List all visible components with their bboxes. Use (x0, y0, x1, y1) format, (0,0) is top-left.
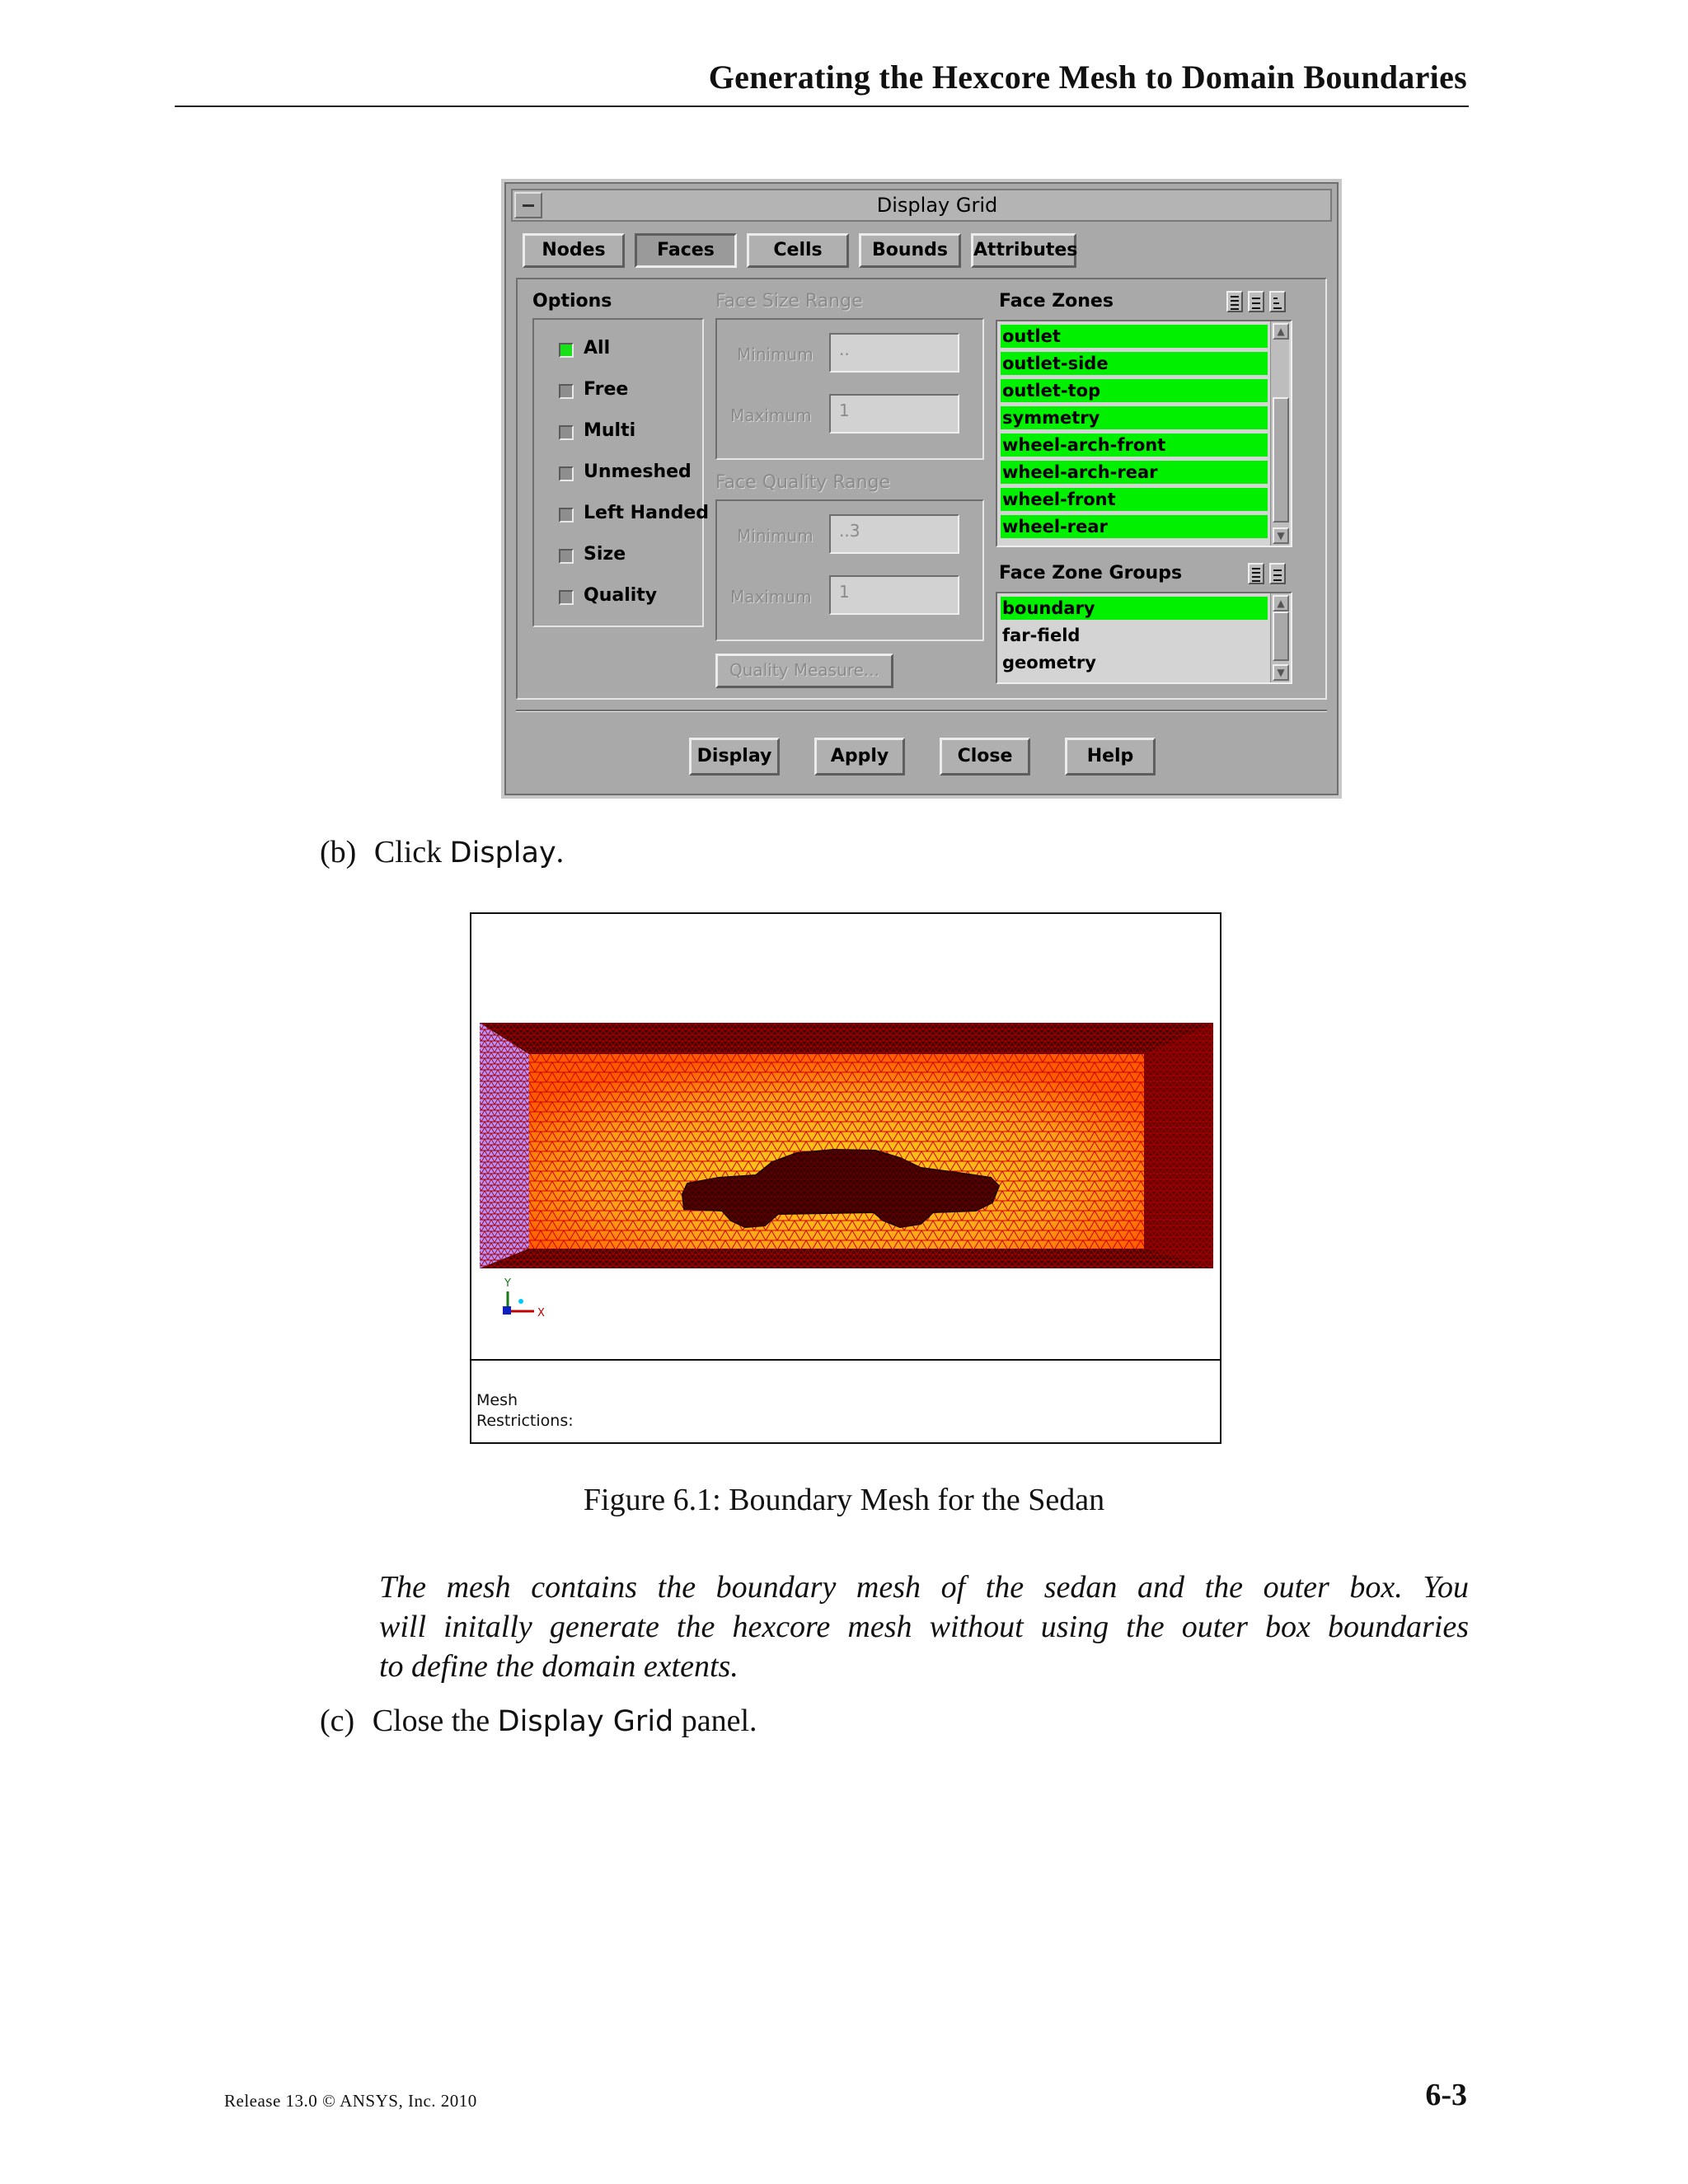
scroll-up-icon[interactable]: ▲ (1273, 595, 1289, 612)
step-c-marker: (c) (320, 1704, 355, 1738)
figure-divider (471, 1359, 1220, 1361)
tab-attributes[interactable]: Attributes (971, 233, 1076, 268)
outlet-face-mesh (1144, 1023, 1213, 1268)
face-zone-group-item[interactable]: geometry (1002, 653, 1096, 673)
face-zone-item[interactable]: wheel-arch-front (1001, 434, 1268, 457)
face-zone-groups-list (996, 592, 1292, 684)
checkbox-icon[interactable] (559, 425, 574, 440)
axis-y-label: Y (504, 1277, 511, 1290)
face-size-max-label: Maximum (730, 405, 812, 425)
step-c-text: Close the (372, 1704, 498, 1738)
checkbox-icon[interactable] (559, 549, 574, 564)
face-quality-range-group (715, 499, 984, 641)
scroll-thumb[interactable] (1273, 612, 1289, 661)
step-b-ui-term: Display (449, 837, 556, 869)
header-rule (175, 105, 1469, 107)
face-zone-item[interactable]: outlet-side (1001, 352, 1268, 375)
mesh-figure (470, 912, 1221, 1444)
help-button[interactable]: Help (1065, 738, 1156, 776)
top-face-mesh (480, 1023, 1213, 1054)
figure-info-line2: Restrictions: (476, 1412, 574, 1430)
options-group: All Free Multi Unmeshed Left Handed Size Quality (532, 318, 704, 627)
face-zone-item[interactable]: wheel-rear (1001, 515, 1268, 538)
close-button[interactable]: Close (940, 738, 1030, 776)
options-label: Options (532, 291, 612, 312)
scroll-up-icon[interactable]: ▲ (1273, 323, 1289, 340)
face-quality-min-field[interactable]: ..3 (829, 514, 959, 554)
step-c (320, 1701, 757, 1741)
page-number: 6-3 (1425, 2078, 1467, 2112)
dialog-titlebar (511, 189, 1332, 222)
note-line-1: The mesh contains the boundary mesh of the sedan and the outer box. You (379, 1570, 1469, 1605)
face-zone-item[interactable]: outlet-top (1001, 379, 1268, 402)
inlet-face-mesh (480, 1023, 529, 1268)
apply-button[interactable]: Apply (814, 738, 905, 776)
tab-nodes[interactable]: Nodes (523, 233, 625, 268)
dialog-title: Display Grid (876, 194, 998, 217)
dialog-separator (516, 710, 1327, 712)
scroll-down-icon[interactable]: ▼ (1273, 664, 1289, 681)
scroll-thumb[interactable] (1273, 397, 1289, 523)
face-quality-min-label: Minimum (737, 526, 814, 546)
step-b-text-end: . (556, 835, 565, 869)
face-quality-max-field[interactable]: 1 (829, 575, 959, 615)
match-icon[interactable] (1269, 291, 1286, 312)
face-size-min-field[interactable]: .. (829, 333, 959, 373)
step-b-text: Click (373, 835, 450, 869)
note-line-3: to define the domain extents. (379, 1649, 738, 1684)
face-zone-item[interactable]: wheel-arch-rear (1001, 461, 1268, 484)
step-c-text-end: panel. (673, 1704, 757, 1738)
scroll-down-icon[interactable]: ▼ (1273, 527, 1289, 544)
face-size-max-field[interactable]: 1 (829, 394, 959, 434)
select-all-icon[interactable] (1248, 563, 1264, 584)
face-size-range-label: Face Size Range (715, 291, 863, 312)
checkbox-icon[interactable] (559, 466, 574, 481)
figure-info-line1: Mesh (476, 1391, 518, 1409)
face-size-min-label: Minimum (737, 344, 814, 364)
bottom-face-mesh (480, 1249, 1213, 1268)
face-quality-range-label: Face Quality Range (715, 472, 891, 493)
select-all-icon[interactable] (1226, 291, 1243, 312)
face-zone-groups-scrollbar[interactable] (1270, 593, 1289, 682)
deselect-all-icon[interactable] (1269, 563, 1286, 584)
face-zones-scrollbar[interactable] (1270, 321, 1289, 546)
face-zone-group-item[interactable]: far-field (1002, 626, 1081, 645)
display-button[interactable]: Display (689, 738, 780, 776)
checkbox-icon[interactable] (559, 384, 574, 399)
page-header-title: Generating the Hexcore Mesh to Domain Boundaries (708, 59, 1467, 96)
checkbox-icon[interactable] (559, 590, 574, 605)
step-b-marker: (b) (320, 835, 357, 869)
face-zones-label: Face Zones (999, 291, 1114, 312)
face-zones-list (996, 320, 1292, 547)
face-zone-group-item[interactable]: boundary (1001, 597, 1268, 620)
checkbox-icon[interactable] (559, 343, 574, 358)
face-quality-max-label: Maximum (730, 587, 812, 607)
mesh-graphics (471, 914, 1220, 1359)
tab-cells[interactable]: Cells (747, 233, 849, 268)
axis-triad-icon (503, 1277, 545, 1319)
axis-x-label: X (537, 1307, 545, 1319)
step-c-ui-term: Display Grid (497, 1705, 674, 1738)
footer-release: Release 13.0 © ANSYS, Inc. 2010 (224, 2091, 477, 2111)
face-zone-item[interactable]: outlet (1001, 325, 1268, 348)
display-grid-dialog (501, 179, 1342, 799)
face-zone-groups-label: Face Zone Groups (999, 563, 1183, 583)
figure-info (476, 1390, 574, 1432)
tab-faces[interactable]: Faces (635, 233, 737, 268)
note-line-2: will initally generate the hexcore mesh without using the outer box boundaries (379, 1610, 1469, 1644)
deselect-all-icon[interactable] (1248, 291, 1264, 312)
face-size-range-group (715, 318, 984, 460)
window-menu-icon[interactable] (514, 192, 542, 218)
face-zone-item[interactable]: symmetry (1001, 406, 1268, 429)
tab-bounds[interactable]: Bounds (859, 233, 961, 268)
checkbox-icon[interactable] (559, 508, 574, 523)
face-zone-item[interactable]: wheel-front (1001, 488, 1268, 511)
step-b (320, 832, 564, 873)
quality-measure-button[interactable]: Quality Measure... (715, 654, 893, 688)
figure-caption: Figure 6.1: Boundary Mesh for the Sedan (583, 1483, 1105, 1517)
